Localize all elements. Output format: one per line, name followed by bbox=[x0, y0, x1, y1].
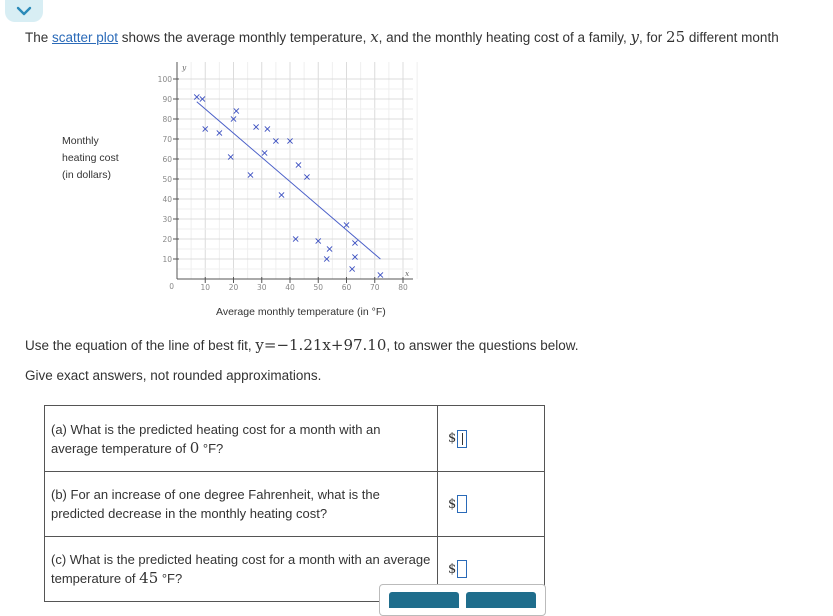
instruction-note: Give exact answers, not rounded approximations. bbox=[25, 368, 322, 383]
question-c-prefix: (c) What is the predicted heating cost for a month with an average temperature of bbox=[51, 552, 431, 586]
x-tick-label: 80 bbox=[398, 283, 408, 292]
answer-a-input[interactable] bbox=[457, 430, 467, 448]
intro-suffix: different month bbox=[685, 30, 779, 45]
y-tick-label: 100 bbox=[157, 75, 172, 84]
question-c-temperature: 45 bbox=[139, 569, 159, 587]
y-tick-label: 90 bbox=[162, 95, 172, 104]
question-a-prefix: (a) What is the predicted heating cost for a month with an average temperature of bbox=[51, 421, 381, 456]
x-tick-label: 70 bbox=[369, 283, 380, 292]
y-tick-label: 60 bbox=[162, 155, 172, 164]
question-a-suffix: °F? bbox=[199, 440, 224, 456]
scatter-plot-link[interactable]: scatter plot bbox=[52, 30, 119, 45]
y-tick-label: 80 bbox=[162, 115, 172, 124]
data-point bbox=[262, 150, 267, 155]
month-count: 25 bbox=[666, 28, 686, 46]
y-tick-label: 50 bbox=[162, 175, 172, 184]
y-axis-title-line: Monthly bbox=[62, 135, 99, 147]
answer-b-input[interactable] bbox=[457, 495, 467, 513]
x-tick-label: 30 bbox=[256, 283, 267, 292]
intro-mid: shows the average monthly temperature, bbox=[118, 30, 371, 45]
explanation-button[interactable] bbox=[389, 592, 459, 608]
x-tick-label: 60 bbox=[341, 283, 352, 292]
check-button[interactable] bbox=[466, 592, 536, 608]
scatter-plot bbox=[150, 58, 420, 298]
data-point bbox=[352, 240, 357, 245]
question-a-answer-cell bbox=[438, 406, 545, 472]
best-fit-line bbox=[197, 102, 381, 259]
question-row bbox=[45, 406, 545, 472]
y-tick-label: 70 bbox=[162, 135, 172, 144]
intro-mid3: , for bbox=[639, 30, 667, 45]
x-tick-label: 40 bbox=[285, 283, 295, 292]
data-point bbox=[296, 162, 301, 167]
answer-c-input[interactable] bbox=[457, 560, 467, 578]
dollar-sign: $ bbox=[448, 431, 457, 446]
question-row bbox=[45, 472, 545, 537]
equation-prefix: Use the equation of the line of best fit, bbox=[25, 338, 256, 353]
dollar-sign: $ bbox=[448, 496, 457, 512]
y-variable: y bbox=[630, 28, 640, 46]
y-tick-label: 30 bbox=[162, 215, 172, 224]
x-axis-title: Average monthly temperature (in °F) bbox=[216, 306, 386, 318]
best-fit-equation: y=−1.21x+97.10 bbox=[255, 336, 387, 354]
question-b-answer-cell bbox=[438, 472, 545, 537]
x-axis-letter: x bbox=[405, 269, 410, 278]
question-b-text: (b) For an increase of one degree Fahrenheit, what is the predicted decrease in the monthly heating cost? bbox=[45, 472, 438, 537]
y-tick-label: 10 bbox=[162, 255, 172, 264]
equation-suffix: , to answer the questions below. bbox=[386, 338, 579, 353]
y-axis-title bbox=[62, 133, 119, 184]
questions-table bbox=[44, 405, 545, 602]
chevron-down-icon bbox=[16, 6, 32, 16]
intro-sentence bbox=[25, 28, 779, 46]
question-c-suffix: °F? bbox=[158, 571, 183, 586]
dollar-sign: $ bbox=[448, 561, 457, 577]
collapse-toggle-button[interactable] bbox=[5, 0, 43, 22]
text-cursor bbox=[462, 433, 463, 445]
data-point bbox=[378, 272, 383, 277]
x-tick-label: 10 bbox=[200, 283, 211, 292]
origin-label: 0 bbox=[169, 282, 174, 291]
data-point bbox=[279, 192, 284, 197]
intro-prefix: The bbox=[25, 30, 53, 45]
data-point bbox=[248, 172, 253, 177]
y-axis-title-line: heating cost bbox=[62, 152, 119, 164]
question-a-text bbox=[45, 406, 438, 472]
intro-mid2: , and the monthly heating cost of a family, bbox=[378, 30, 631, 45]
x-variable: x bbox=[370, 28, 379, 46]
question-a-temperature: 0 bbox=[189, 438, 200, 457]
x-tick-label: 50 bbox=[313, 283, 324, 292]
y-tick-label: 40 bbox=[162, 195, 172, 204]
equation-sentence bbox=[25, 336, 579, 354]
y-axis-title-line: (in dollars) bbox=[62, 169, 112, 181]
x-tick-label: 20 bbox=[228, 283, 239, 292]
y-axis-letter: y bbox=[182, 63, 187, 72]
y-tick-label: 20 bbox=[162, 235, 172, 244]
